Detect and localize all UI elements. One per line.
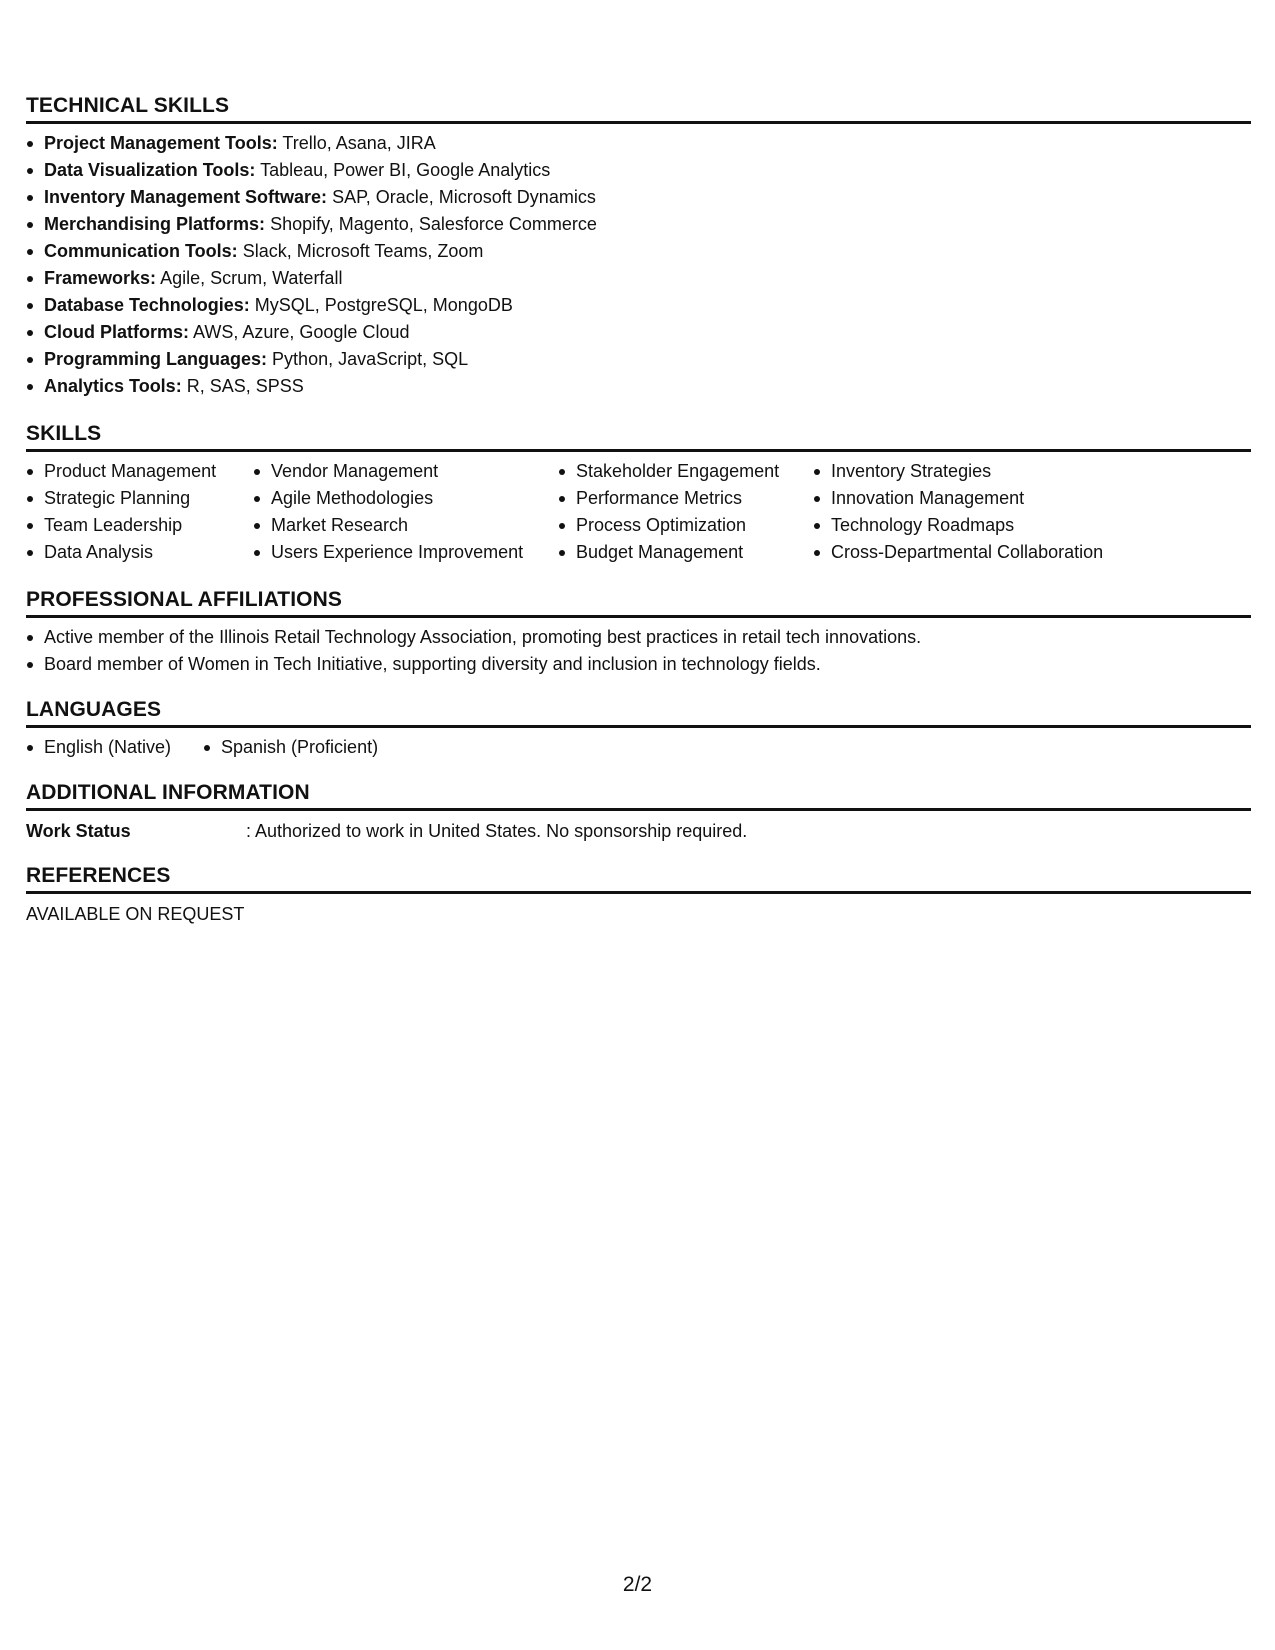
skill-category-value: AWS, Azure, Google Cloud bbox=[193, 322, 410, 342]
list-item: Active member of the Illinois Retail Technology Association, promoting best practices in retail tech innovations. bbox=[26, 624, 1251, 651]
list-item bbox=[26, 130, 1251, 157]
list-item: Team Leadership bbox=[26, 512, 253, 539]
skill-category-label: Database Technologies: bbox=[44, 295, 250, 315]
skills-section bbox=[26, 421, 1251, 566]
list-item bbox=[26, 373, 1251, 400]
list-item: Innovation Management bbox=[813, 485, 1213, 512]
skill-category-label: Cloud Platforms: bbox=[44, 322, 190, 342]
skill-category-value: Agile, Scrum, Waterfall bbox=[160, 268, 343, 288]
list-item bbox=[26, 292, 1251, 319]
list-item: Budget Management bbox=[558, 539, 813, 566]
list-item: Agile Methodologies bbox=[253, 485, 558, 512]
skills-column bbox=[253, 458, 558, 566]
list-item bbox=[26, 265, 1251, 292]
list-item: Performance Metrics bbox=[558, 485, 813, 512]
list-item: English (Native) bbox=[26, 734, 203, 761]
skill-category-label: Data Visualization Tools: bbox=[44, 160, 256, 180]
list-item: Spanish (Proficient) bbox=[203, 734, 378, 761]
list-item: Process Optimization bbox=[558, 512, 813, 539]
technical-skills-list bbox=[26, 130, 1251, 400]
skill-category-label: Inventory Management Software: bbox=[44, 187, 328, 207]
skill-category-value: Shopify, Magento, Salesforce Commerce bbox=[270, 214, 597, 234]
languages-heading: LANGUAGES bbox=[26, 697, 1251, 728]
list-item bbox=[26, 211, 1251, 238]
skills-column bbox=[26, 458, 253, 566]
work-status-value: : Authorized to work in United States. No sponsorship required. bbox=[246, 821, 748, 841]
skill-category-value: Tableau, Power BI, Google Analytics bbox=[260, 160, 551, 180]
skill-category-label: Project Management Tools: bbox=[44, 133, 278, 153]
page-number: 2/2 bbox=[622, 1573, 653, 1596]
languages-column bbox=[203, 734, 378, 761]
skill-category-label: Analytics Tools: bbox=[44, 376, 182, 396]
list-item: Product Management bbox=[26, 458, 253, 485]
list-item bbox=[26, 184, 1251, 211]
skill-category-value: Python, JavaScript, SQL bbox=[272, 349, 469, 369]
languages-section bbox=[26, 697, 1251, 761]
skill-category-label: Merchandising Platforms: bbox=[44, 214, 266, 234]
skill-category-value: Slack, Microsoft Teams, Zoom bbox=[242, 241, 484, 261]
skill-category-label: Frameworks: bbox=[44, 268, 157, 288]
technical-skills-heading: TECHNICAL SKILLS bbox=[26, 93, 1251, 124]
affiliations-section bbox=[26, 587, 1251, 678]
references-text: AVAILABLE ON REQUEST bbox=[26, 904, 245, 924]
skills-column bbox=[813, 458, 1213, 566]
list-item: Technology Roadmaps bbox=[813, 512, 1213, 539]
list-item: Cross-Departmental Collaboration bbox=[813, 539, 1213, 566]
skill-category-value: R, SAS, SPSS bbox=[186, 376, 304, 396]
list-item: Stakeholder Engagement bbox=[558, 458, 813, 485]
additional-info-heading: ADDITIONAL INFORMATION bbox=[26, 780, 1251, 811]
skill-category-value: SAP, Oracle, Microsoft Dynamics bbox=[332, 187, 596, 207]
skill-category-label: Programming Languages: bbox=[44, 349, 268, 369]
affiliations-list bbox=[26, 624, 1251, 678]
work-status-row bbox=[26, 818, 1251, 844]
list-item: Data Analysis bbox=[26, 539, 253, 566]
list-item: Vendor Management bbox=[253, 458, 558, 485]
list-item: Market Research bbox=[253, 512, 558, 539]
references-section bbox=[26, 863, 1251, 927]
list-item: Users Experience Improvement bbox=[253, 539, 558, 566]
additional-info-section bbox=[26, 780, 1251, 844]
languages-column bbox=[26, 734, 203, 761]
work-status-label: Work Status bbox=[26, 821, 131, 841]
skill-category-value: MySQL, PostgreSQL, MongoDB bbox=[254, 295, 513, 315]
list-item bbox=[26, 346, 1251, 373]
list-item bbox=[26, 238, 1251, 265]
skill-category-value: Trello, Asana, JIRA bbox=[282, 133, 436, 153]
skill-category-label: Communication Tools: bbox=[44, 241, 238, 261]
skills-heading: SKILLS bbox=[26, 421, 1251, 452]
skills-column bbox=[558, 458, 813, 566]
list-item: Board member of Women in Tech Initiative, supporting diversity and inclusion in technology fields. bbox=[26, 651, 1251, 678]
technical-skills-section bbox=[26, 93, 1251, 400]
languages-row bbox=[26, 734, 1251, 761]
affiliations-heading: PROFESSIONAL AFFILIATIONS bbox=[26, 587, 1251, 618]
list-item: Strategic Planning bbox=[26, 485, 253, 512]
skills-grid bbox=[26, 458, 1251, 566]
list-item bbox=[26, 319, 1251, 346]
list-item: Inventory Strategies bbox=[813, 458, 1213, 485]
references-heading: REFERENCES bbox=[26, 863, 1251, 894]
list-item bbox=[26, 157, 1251, 184]
